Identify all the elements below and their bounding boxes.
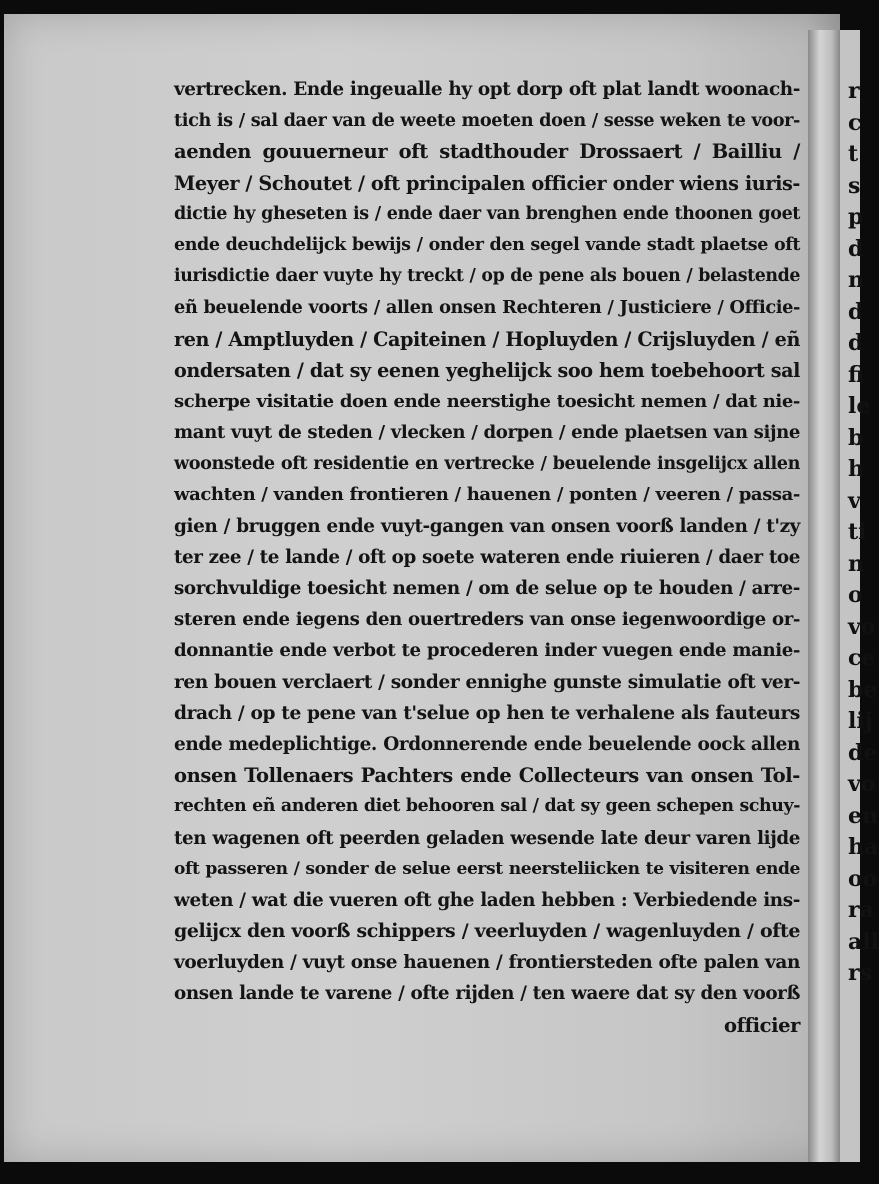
- adjacent-page-edge: [840, 30, 879, 1162]
- adjacent-page-fragment: v: [848, 487, 861, 514]
- adjacent-page-fragment: all: [848, 928, 879, 955]
- adjacent-page-fragment: d: [848, 235, 864, 262]
- adjacent-page-fragment: h: [848, 456, 864, 482]
- adjacent-page-fragment: be: [848, 676, 878, 703]
- text-line: oft passeren / sonder de selue eerst neersteliicken te visiteren ende: [174, 858, 800, 879]
- text-line: drach / op te pene van t'selue op hen te verhalene als fauteurs: [174, 702, 800, 724]
- text-line: aenden gouuerneur oft stadthouder Drossaert / Bailliu /: [174, 140, 800, 164]
- adjacent-page-fragment: s: [848, 172, 861, 199]
- text-line: gien / bruggen ende vuyt-gangen van onsen voorß landen / t'zy: [174, 515, 800, 537]
- adjacent-page-fragment: r: [848, 78, 860, 104]
- adjacent-page-fragment: d: [848, 330, 864, 356]
- text-line: voerluyden / vuyt onse hauenen / frontiersteden ofte palen van: [174, 952, 800, 974]
- adjacent-page-fragment: fi: [848, 361, 864, 388]
- text-line: onsen Tollenaers Pachters ende Collecteurs van onsen Tol-: [174, 764, 800, 788]
- adjacent-page-fragment: de: [848, 739, 878, 766]
- adjacent-page-fragment: t: [848, 141, 859, 167]
- adjacent-page-fragment: ce: [848, 645, 876, 671]
- text-line: dictie hy gheseten is / ende daer van brenghen ende thoonen goet: [174, 203, 800, 224]
- text-line: donnantie ende verbot te procederen inder vuegen ende manie-: [174, 640, 800, 662]
- page-fold: [808, 30, 842, 1162]
- text-line: Meyer / Schoutet / oft principalen officier onder wiens iuris-: [174, 171, 801, 195]
- adjacent-page-fragment: n: [848, 267, 864, 293]
- adjacent-page-fragment: oo: [848, 865, 878, 892]
- adjacent-page-fragment: ra: [848, 897, 874, 923]
- text-line: tich is / sal daer van de weete moeten doen / sesse weken te voor-: [174, 110, 800, 132]
- text-line: mant vuyt de steden / vlecken / dorpen / ende plaetsen van sijne: [174, 422, 800, 444]
- text-line: woonstede oft residentie en vertrecke / beuelende insgelijcx allen: [174, 453, 800, 475]
- catchword: officier: [724, 1013, 800, 1037]
- text-line: scherpe visitatie doen ende neerstighe toesicht nemen / dat nie-: [174, 390, 800, 412]
- text-line: rechten eñ anderen diet behooren sal / dat sy geen schepen schuy-: [174, 796, 800, 817]
- text-line: eñ beuelende voorts / allen onsen Rechteren / Justiciere / Officie-: [174, 297, 800, 319]
- text-line: onsen lande te varene / ofte rijden / ten waere dat sy den voorß: [174, 983, 800, 1005]
- text-line: vertrecken. Ende ingeualle hy opt dorp oft plat landt woonach-: [174, 79, 800, 100]
- text-line: ende medeplichtige. Ordonnerende ende beuelende oock allen: [174, 733, 800, 755]
- adjacent-page-fragment: b: [848, 424, 864, 451]
- page-text: [174, 74, 800, 1041]
- text-line: ren / Amptluyden / Capiteinen / Hopluyden / Crijsluyden / eñ: [174, 327, 800, 351]
- adjacent-page-fragment: vo: [848, 613, 876, 640]
- adjacent-page-fragment: vo: [848, 771, 876, 797]
- text-line: ende deuchdelijck bewijs / onder den segel vande stadt plaetse oft: [174, 234, 800, 255]
- adjacent-page-fragment: rs: [848, 960, 872, 986]
- text-line: ren bouen verclaert / sonder ennighe gunste simulatie oft ver-: [174, 671, 800, 693]
- adjacent-page-fragment: ha: [848, 834, 879, 860]
- text-line: steren ende iegens den ouertreders van onse iegenwoordige or-: [174, 609, 800, 631]
- text-line: gelijcx den voorß schippers / veerluyden / wagenluyden / ofte: [174, 920, 800, 943]
- adjacent-page-fragment: en: [848, 802, 878, 829]
- text-line: ten wagenen oft peerden geladen wesende late deur varen lijde: [174, 827, 800, 849]
- text-line: ondersaten / dat sy eenen yeghelijck soo hem toebehoort sal: [174, 358, 800, 382]
- text-line: ter zee / te lande / oft op soete wateren ende riuieren / daer toe: [174, 546, 800, 568]
- adjacent-page-fragment: ti: [848, 519, 867, 545]
- text-line: wachten / vanden frontieren / hauenen / ponten / veeren / passa-: [174, 484, 800, 506]
- text-line: weten / wat die vueren oft ghe laden hebben : Verbiedende ins-: [174, 889, 800, 911]
- adjacent-page-fragment: d: [848, 298, 864, 325]
- adjacent-page-fragment: o: [848, 582, 863, 608]
- adjacent-page-fragment: le: [848, 393, 871, 419]
- text-line: sorchvuldige toesicht nemen / om de selue op te houden / arre-: [174, 578, 800, 599]
- text-line: iurisdictie daer vuyte hy treckt / op de pene als bouen / belastende: [174, 266, 800, 287]
- adjacent-page-fragment: lij: [848, 708, 873, 734]
- adjacent-page-fragment: p: [848, 204, 864, 230]
- adjacent-page-fragment: n: [848, 550, 864, 577]
- adjacent-page-fragment: c: [848, 109, 862, 136]
